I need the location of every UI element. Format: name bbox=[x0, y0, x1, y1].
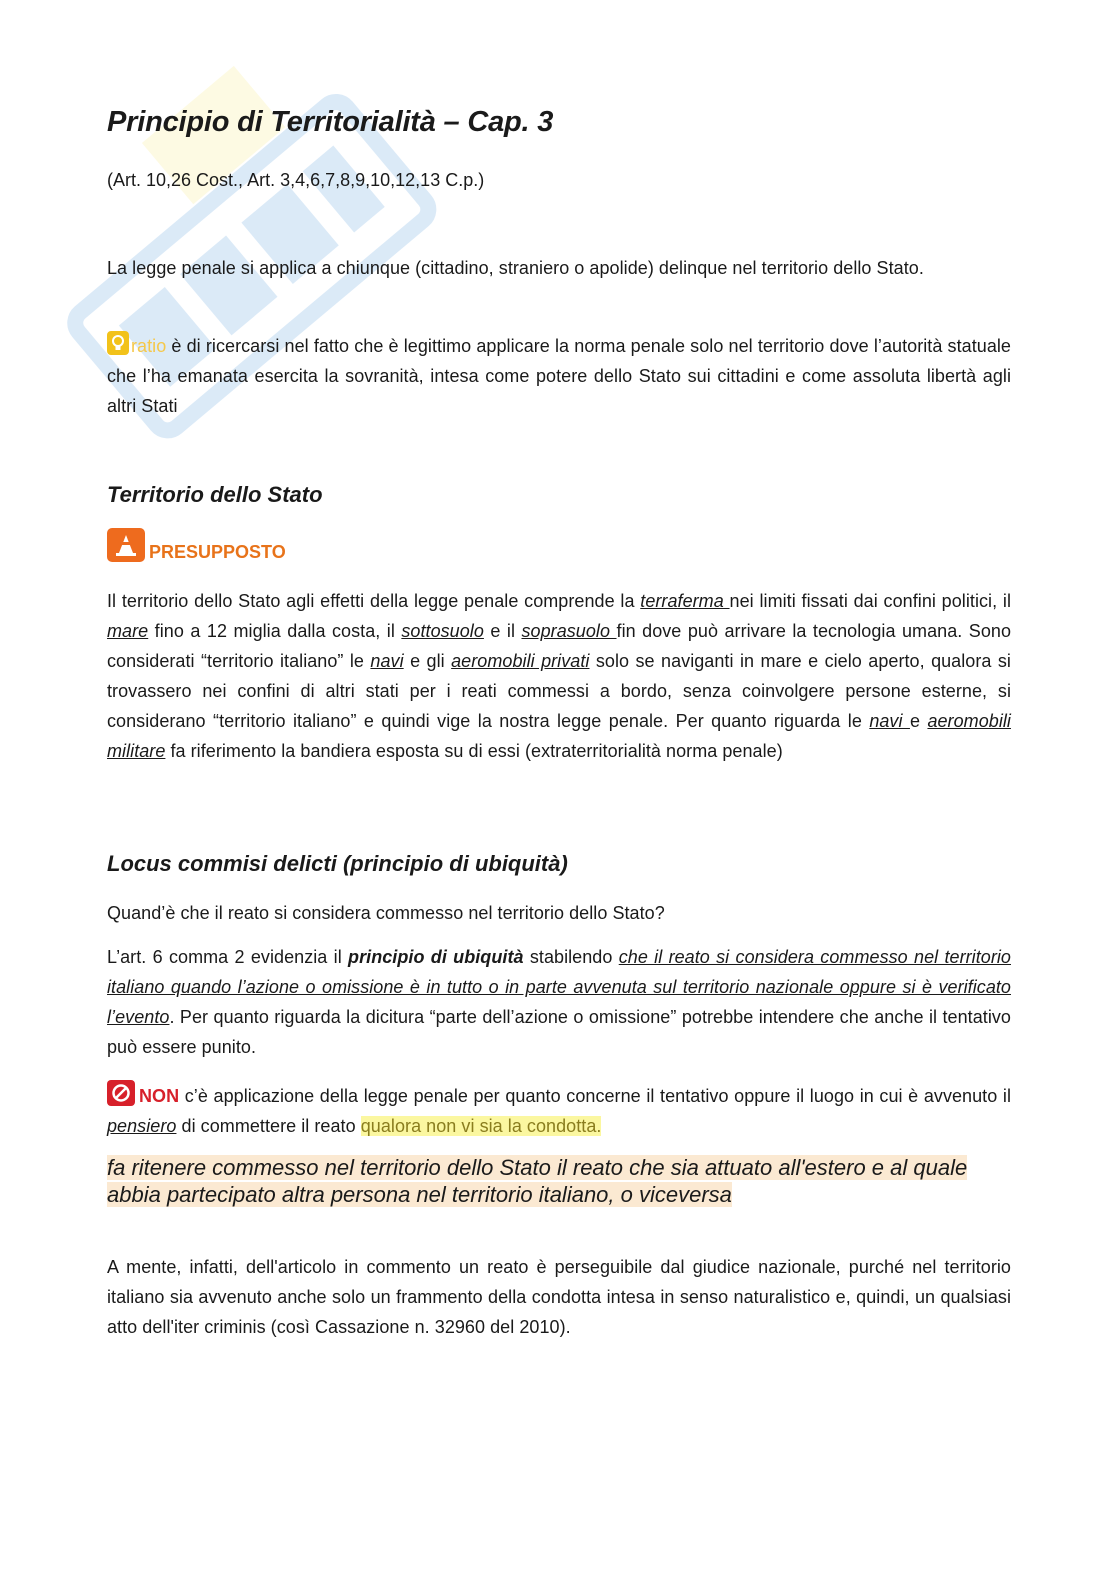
ratio-paragraph bbox=[107, 331, 1011, 421]
term-aeromobili-militare: aeromobili militare bbox=[107, 711, 1011, 761]
territorio-paragraph: Il territorio dello Stato agli effetti della legge penale comprende la terraferma nei limiti fissati dai confini politici, il mare fino a 12 miglia dalla costa, il sottosuolo e il soprasuolo fin dove può arrivare la tecnologia umana. Sono considerati “territorio italiano” le navi e gli aeromobili privati solo se naviganti in mare e cielo aperto, qualora si trovassero nei confini di altri stati per i reati commessi a bordo, senza coinvolgere persone esterne, si considerano “territorio italiano” e quindi vige la nostra legge penale. Per quanto riguarda le navi e aeromobili militare fa riferimento la bandiera esposta su di essi (extraterritorialità norma penale) bbox=[107, 591, 1012, 761]
term-mare: mare bbox=[107, 621, 149, 641]
term-aeromobili-privati: aeromobili privati bbox=[451, 651, 590, 671]
ratio-label: ratio bbox=[131, 336, 167, 356]
ubiquita-paragraph: L’art. 6 comma 2 evidenzia il principio di ubiquità stabilendo che il reato si considera commesso nel territorio italiano quando l’azione o omissione è in tutto o in parte avvenuta sul territorio nazionale oppure si è verificato l’evento. Per quanto riguarda la dicitura “parte dell’azione o omissione” potrebbe intendere che anche il tentativo può essere punito. bbox=[107, 947, 1011, 1057]
term-navi-militari: navi bbox=[869, 711, 910, 731]
closing-paragraph: A mente, infatti, dell'articolo in commento un reato è perseguibile dal giudice nazionale, purché nel territorio italiano sia avvenuto anche solo un frammento della condotta intesa in senso naturalistico e, quindi, un qualsiasi atto dell'iter criminis (così Cassazione n. 32960 del 2010). bbox=[107, 1257, 1011, 1337]
non-label: NON bbox=[139, 1086, 180, 1106]
question-paragraph: Quand’è che il reato si considera commesso nel territorio dello Stato? bbox=[107, 903, 665, 923]
section-heading-territorio: Territorio dello Stato bbox=[107, 482, 323, 507]
ubiquita-definition: che il reato si considera commesso nel territorio italiano quando l’azione o omissione è in tutto o in parte avvenuta sul territorio nazionale oppure si è verificato l’evento bbox=[107, 947, 1011, 1027]
highlighted-condotta: qualora non vi sia la condotta. bbox=[360, 1116, 602, 1136]
prohibited-icon bbox=[107, 1080, 135, 1106]
non-paragraph: NON c’è applicazione della legge penale per quanto concerne il tentativo oppure il luogo in cui è avvenuto il pensiero di commettere il reato qualora non vi sia la condotta. bbox=[107, 1080, 1011, 1141]
legal-references: (Art. 10,26 Cost., Art. 3,4,6,7,8,9,10,12,13 C.p.) bbox=[107, 170, 485, 190]
term-sottosuolo: sottosuolo bbox=[401, 621, 484, 641]
page-title: Principio di Territorialità – Cap. 3 bbox=[107, 106, 554, 138]
intro-paragraph: La legge penale si applica a chiunque (cittadino, straniero o apolide) delinque nel territorio dello Stato. bbox=[107, 258, 924, 278]
ratio-text: è di ricercarsi nel fatto che è legittimo applicare la norma penale solo nel territorio dove l’autorità statuale che l’ha emanata esercita la sovranità, intesa come potere dello Stato sui cittadini e come assoluta libertà agli altri Stati bbox=[107, 336, 1011, 416]
term-pensiero: pensiero bbox=[107, 1116, 177, 1136]
section-heading-locus: Locus commisi delicti (principio di ubiquità) bbox=[107, 851, 568, 876]
quoted-article-text: fa ritenere commesso nel territorio dello Stato il reato che sia attuato all'estero e al quale abbia partecipato altra persona nel territorio italiano, o viceversa bbox=[107, 1155, 968, 1207]
presupposto-label: PRESUPPOSTO bbox=[149, 542, 286, 562]
principio-ubiquita: principio di ubiquità bbox=[348, 947, 524, 967]
lightbulb-icon bbox=[107, 331, 129, 355]
term-navi: navi bbox=[370, 651, 404, 671]
traffic-cone-icon bbox=[107, 528, 145, 562]
presupposto-tag bbox=[107, 528, 1011, 563]
term-terraferma: terraferma bbox=[640, 591, 730, 611]
term-soprasuolo: soprasuolo bbox=[521, 621, 617, 641]
